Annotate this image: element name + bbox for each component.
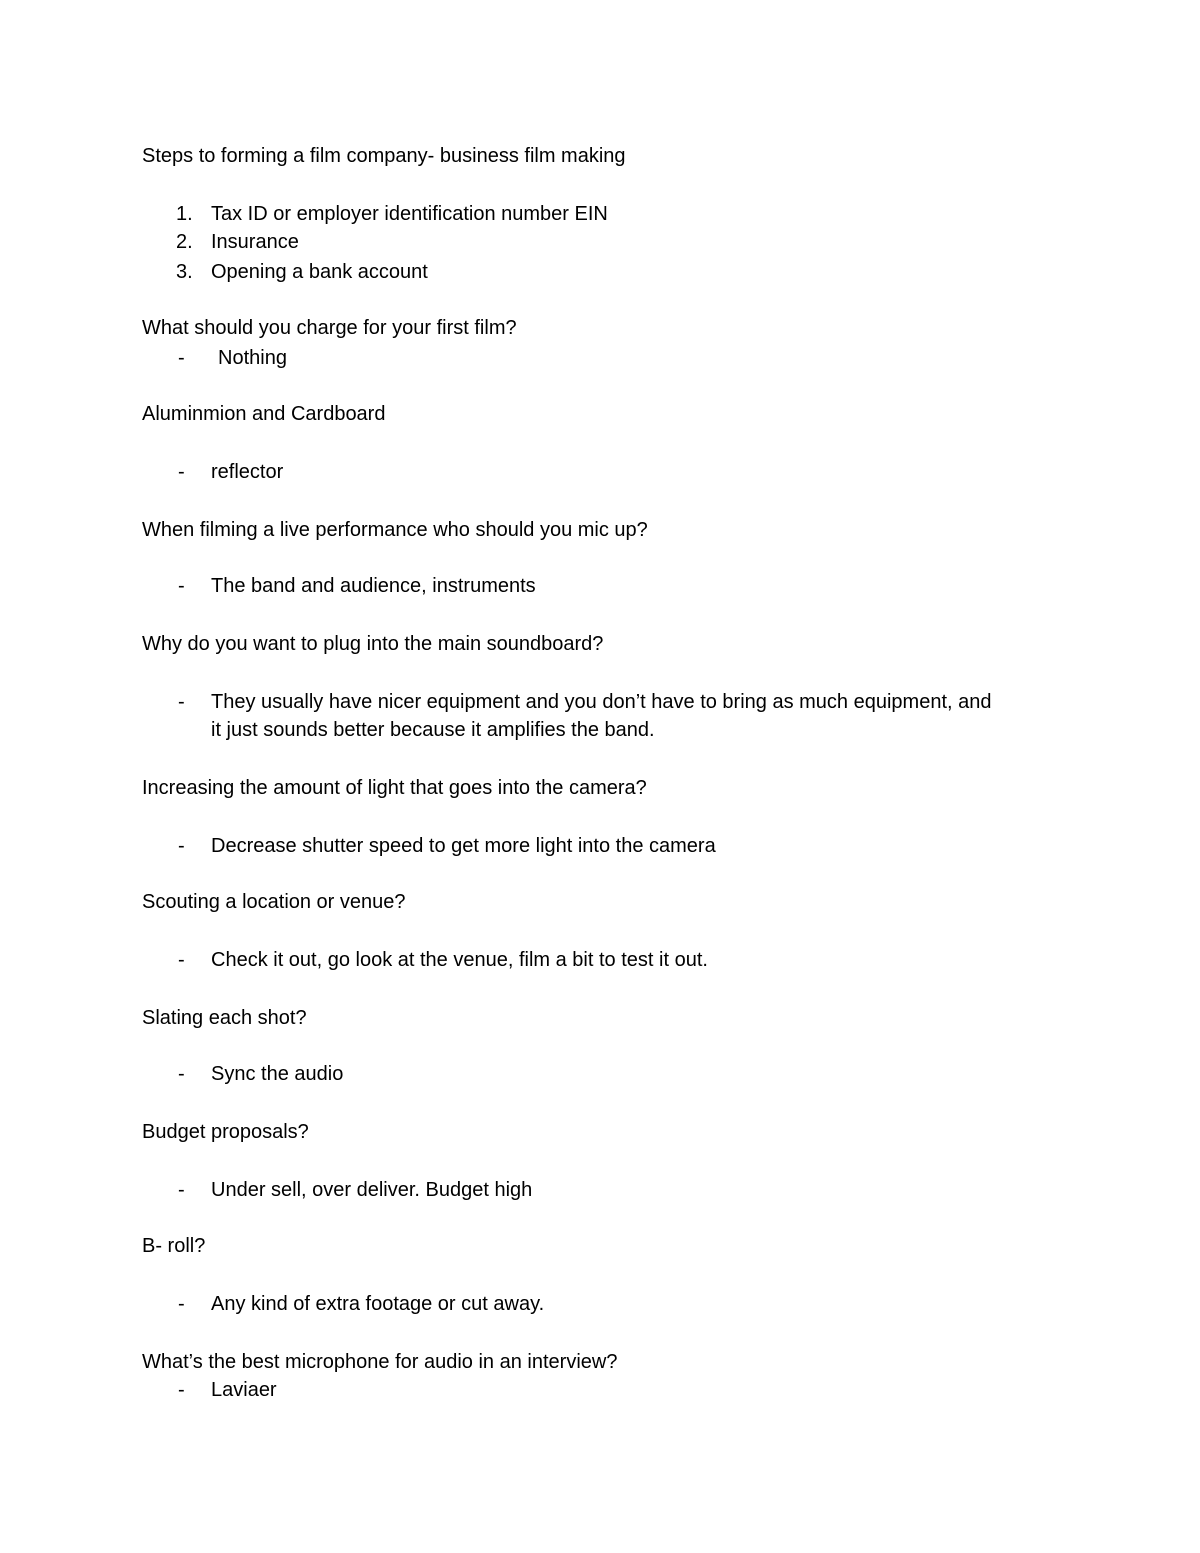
answer: Check it out, go look at the venue, film a bit to test it out. bbox=[211, 949, 708, 971]
bullet-dash: - bbox=[178, 1379, 185, 1401]
answer: The band and audience, instruments bbox=[211, 575, 536, 597]
answer: reflector bbox=[211, 461, 284, 483]
answer: Any kind of extra footage or cut away. bbox=[211, 1293, 545, 1315]
list-item-number: 1. bbox=[176, 203, 193, 225]
bullet-dash: - bbox=[178, 835, 185, 857]
bullet-dash: - bbox=[178, 691, 185, 713]
bullet-dash: - bbox=[178, 1293, 185, 1315]
question: Increasing the amount of light that goes into the camera? bbox=[142, 777, 647, 799]
question: When filming a live performance who should you mic up? bbox=[142, 519, 648, 541]
answer: Laviaer bbox=[211, 1379, 277, 1401]
list-item: Opening a bank account bbox=[211, 261, 428, 283]
bullet-dash: - bbox=[178, 575, 185, 597]
question: What’s the best microphone for audio in an interview? bbox=[142, 1351, 618, 1373]
bullet-dash: - bbox=[178, 461, 185, 483]
answer: Sync the audio bbox=[211, 1063, 344, 1085]
question: What should you charge for your first film? bbox=[142, 317, 517, 339]
list-item-number: 2. bbox=[176, 231, 193, 253]
question: Scouting a location or venue? bbox=[142, 891, 406, 913]
answer: They usually have nicer equipment and you don’t have to bring as much equipment, and bbox=[211, 691, 992, 713]
bullet-dash: - bbox=[178, 1179, 185, 1201]
bullet-dash: - bbox=[178, 347, 185, 369]
answer-continued: it just sounds better because it amplifies the band. bbox=[211, 719, 655, 741]
question: Aluminmion and Cardboard bbox=[142, 403, 386, 425]
answer: Under sell, over deliver. Budget high bbox=[211, 1179, 533, 1201]
list-item: Tax ID or employer identification number EIN bbox=[211, 203, 608, 225]
bullet-dash: - bbox=[178, 1063, 185, 1085]
question: B- roll? bbox=[142, 1235, 206, 1257]
answer: Nothing bbox=[218, 347, 287, 369]
bullet-dash: - bbox=[178, 949, 185, 971]
question: Budget proposals? bbox=[142, 1121, 309, 1143]
list-item-number: 3. bbox=[176, 261, 193, 283]
document-title: Steps to forming a film company- business film making bbox=[142, 145, 626, 167]
question: Why do you want to plug into the main soundboard? bbox=[142, 633, 604, 655]
question: Slating each shot? bbox=[142, 1007, 307, 1029]
list-item: Insurance bbox=[211, 231, 299, 253]
answer: Decrease shutter speed to get more light into the camera bbox=[211, 835, 716, 857]
